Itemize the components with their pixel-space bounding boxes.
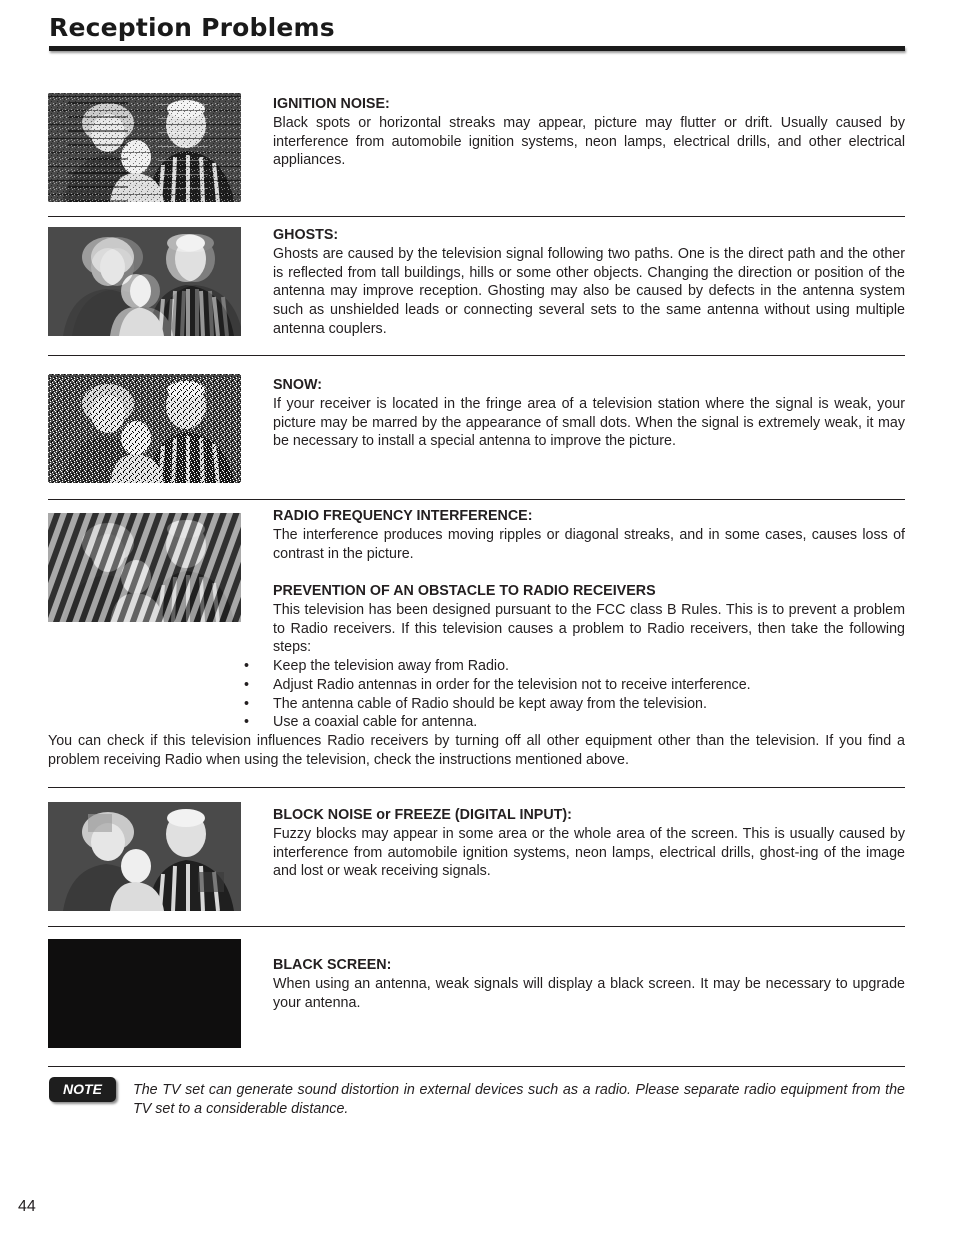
ignition-noise-section <box>273 95 905 170</box>
section-body: Black spots or horizontal streaks may appear, picture may flutter or drift. Usually caused by interference from automobile ignition systems, neon lamps, electrical drills, and other electrical appliances. <box>273 114 905 169</box>
black-screen-photo <box>48 939 241 1048</box>
ghosts-section <box>273 226 905 339</box>
bullet-icon: • <box>244 676 250 693</box>
prevention-body: This television has been designed pursuant to the FCC class B Rules. This is to prevent a problem to Radio receivers. If this television causes a problem to Radio receivers, then take the following steps: <box>273 601 905 656</box>
section-body: Ghosts are caused by the television signal following two paths. One is the direct path and the other is reflected from tall buildings, hills or some other objects. Changing the direction or position of the antenna may improve reception. Ghosting may also be caused by defects in the antenna system such as unshielded leads or connecting several sets to the same antenna without using multiple antenna couplers. <box>273 245 905 337</box>
prevention-steps <box>244 657 904 732</box>
section-heading: SNOW: <box>273 377 322 393</box>
list-item: • Use a coaxial cable for antenna. <box>244 714 478 731</box>
section-heading: BLACK SCREEN: <box>273 957 392 973</box>
section-heading: BLOCK NOISE or FREEZE (DIGITAL INPUT): <box>273 807 572 823</box>
note-badge: NOTE <box>49 1077 116 1102</box>
section-body: When using an antenna, weak signals will display a black screen. It may be necessary to upgrade your antenna. <box>273 975 905 1011</box>
section-heading: GHOSTS: <box>273 227 339 243</box>
list-item: • Keep the television away from Radio. <box>244 658 510 674</box>
black-screen-section <box>273 956 905 1012</box>
page-title: Reception Problems <box>49 13 335 42</box>
divider <box>48 926 905 927</box>
prevention-heading: PREVENTION OF AN OBSTACLE TO RADIO RECEIVERS <box>273 583 656 599</box>
ghosts-photo <box>48 227 241 336</box>
snow-section <box>273 376 905 451</box>
note-text: The TV set can generate sound distortion in external devices such as a radio. Please separate radio equipment from the TV set to a considerable distance. <box>133 1082 905 1117</box>
ignition-noise-photo <box>48 93 241 202</box>
block-noise-photo <box>48 802 241 911</box>
list-item: • The antenna cable of Radio should be kept away from the television. <box>244 695 707 712</box>
section-heading: IGNITION NOISE: <box>273 96 390 112</box>
block-noise-section <box>273 806 905 881</box>
section-heading: RADIO FREQUENCY INTERFERENCE: <box>273 508 533 524</box>
snow-photo <box>48 374 241 483</box>
divider <box>48 1066 905 1067</box>
prevention-closing: You can check if this television influences Radio receivers by turning off all other equipment other than the television. If you find a problem receiving Radio when using the television, check the instructions mentioned above. <box>48 733 905 768</box>
section-body: Fuzzy blocks may appear in some area or the whole area of the screen. This is usually caused by interference from automobile ignition systems, neon lamps, electrical drills, ghost-ing of the image and lost or weak receiving signals. <box>273 825 905 880</box>
divider <box>48 787 905 788</box>
bullet-icon: • <box>244 658 250 674</box>
page-number: 44 <box>18 1198 36 1215</box>
rf-interference-section <box>273 507 905 563</box>
divider <box>48 216 905 217</box>
bullet-icon: • <box>244 714 250 731</box>
rf-interference-photo <box>48 513 241 622</box>
prevention-section <box>273 582 905 657</box>
section-body: If your receiver is located in the fringe area of a television station where the signal is weak, your picture may be marred by the appearance of small dots. When the signal is extremely weak, it may be necessary to install a special antenna to improve the picture. <box>273 395 905 450</box>
divider <box>48 499 905 500</box>
title-rule <box>49 46 905 51</box>
bullet-icon: • <box>244 695 250 712</box>
section-body: The interference produces moving ripples or diagonal streaks, and in some cases, causes loss of contrast in the picture. <box>273 526 905 562</box>
list-item: • Adjust Radio antennas in order for the television not to receive interference. <box>244 676 751 693</box>
divider <box>48 355 905 356</box>
